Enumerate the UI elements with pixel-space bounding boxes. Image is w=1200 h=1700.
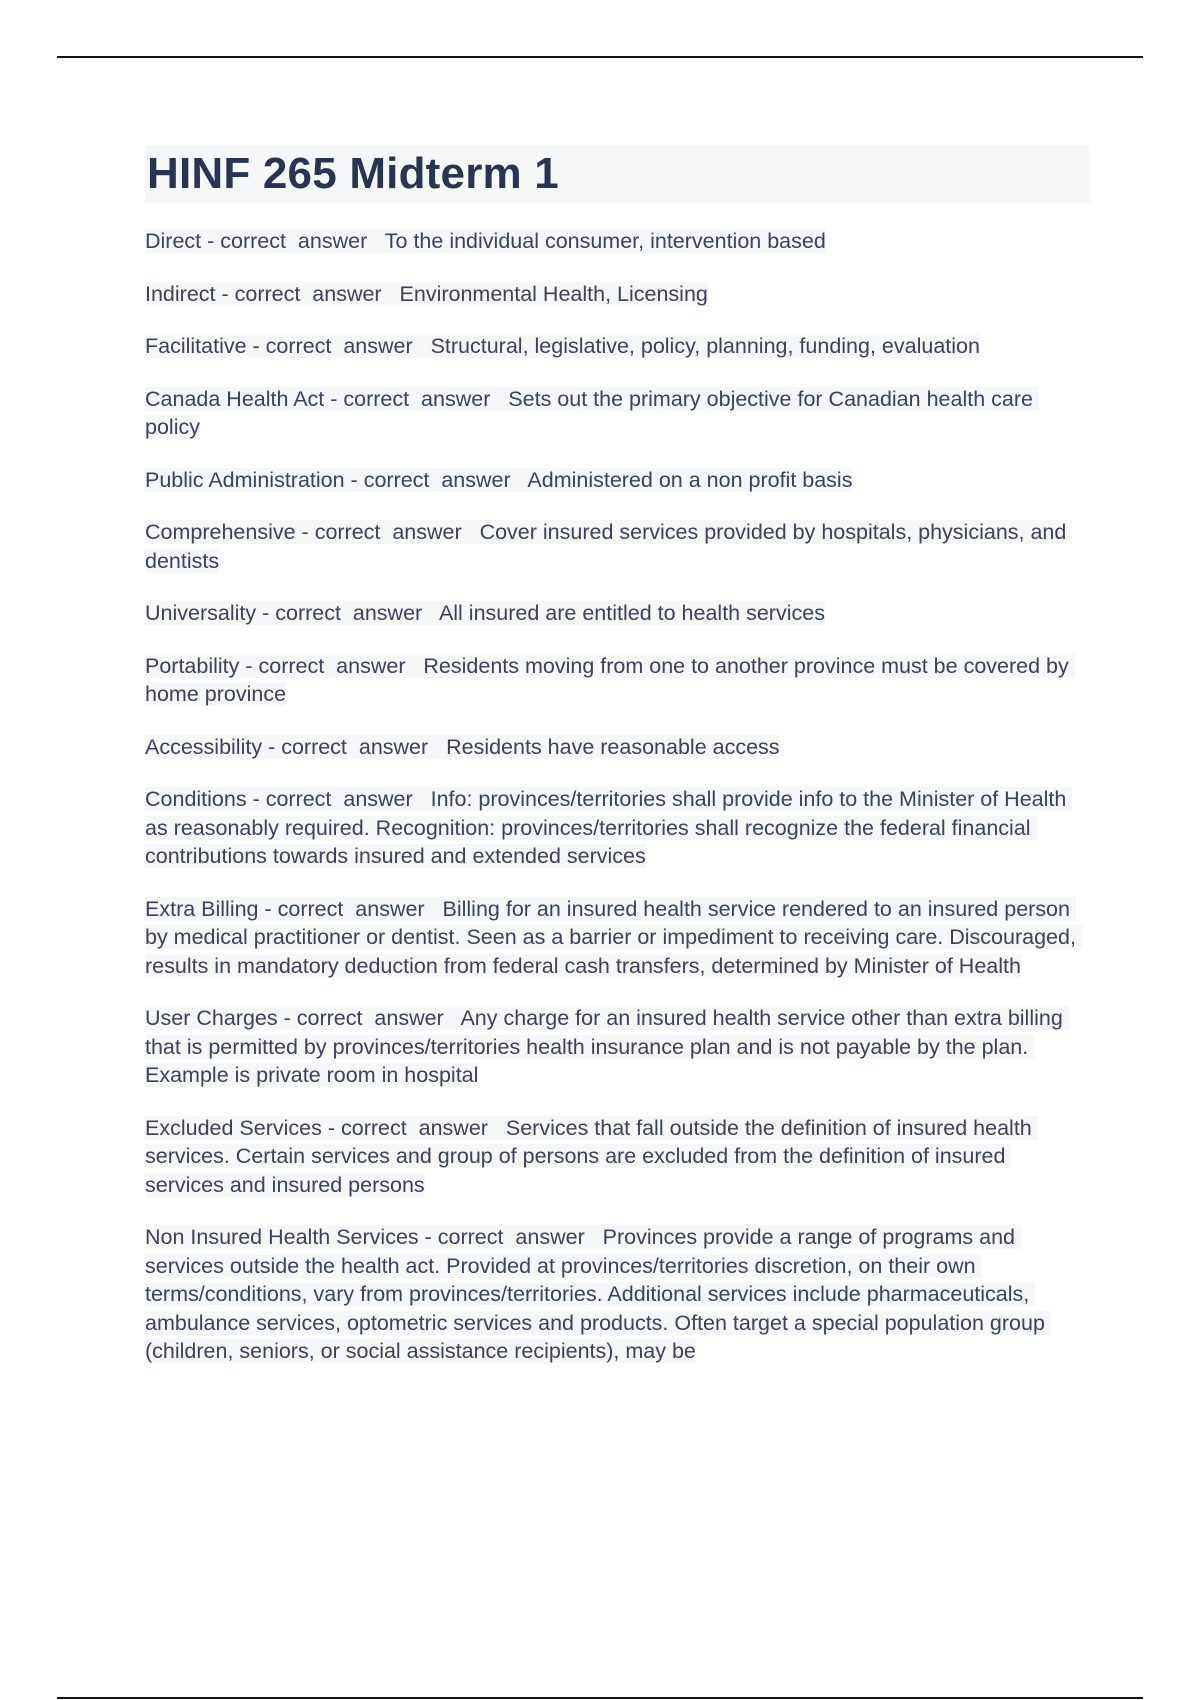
qa-entry [145, 466, 1090, 495]
qa-text: Public Administration - correct answer Administered on a non profit basis [145, 467, 853, 492]
qa-text: Universality - correct answer All insured are entitled to health services [145, 601, 825, 625]
qa-text: Indirect - correct answer Environmental Health, Licensing [145, 281, 708, 306]
title-bar [145, 145, 1090, 203]
qa-entry [145, 895, 1090, 981]
qa-text: Conditions - correct answer Info: provinces/territories shall provide info to the Minister of Health as reasonably required. Recognition: provinces/territories shall recognize the federal financial contributions towards insured and extended services [145, 787, 1073, 868]
document-body [145, 145, 1090, 1390]
qa-text: Excluded Services - correct answer Services that fall outside the definition of insured health services. Certain services and group of persons are excluded from the definition of insured services and insured persons [145, 1115, 1038, 1197]
header-rule [57, 56, 1143, 58]
qa-entry [145, 332, 1090, 361]
qa-text: Accessibility - correct answer Residents have reasonable access [145, 734, 780, 759]
qa-text: Non Insured Health Services - correct answer Provinces provide a range of programs and services outside the health act. Provided at provinces/territories discretion, on their own terms/conditions, vary from provinces/territories. Additional services include pharmaceuticals, ambulance services, optometric services and products. Often target a special population group (children, seniors, or social assistance recipients), may be [145, 1225, 1051, 1363]
qa-entry [145, 599, 1090, 628]
qa-entry [145, 518, 1090, 575]
qa-entry [145, 227, 1090, 256]
qa-text: Facilitative - correct answer Structural, legislative, policy, planning, funding, evaluation [145, 334, 980, 358]
qa-text: Direct - correct answer To the individual consumer, intervention based [145, 229, 826, 253]
qa-text: Comprehensive - correct answer Cover insured services provided by hospitals, physicians, and dentists [145, 520, 1073, 573]
qa-text: Canada Health Act - correct answer Sets out the primary objective for Canadian health care policy [145, 386, 1039, 439]
qa-entry [145, 280, 1090, 309]
qa-entry [145, 1004, 1090, 1090]
qa-text: Portability - correct answer Residents moving from one to another province must be covered by home province [145, 653, 1075, 706]
qa-text: Extra Billing - correct answer Billing for an insured health service rendered to an insured person by medical practitioner or dentist. Seen as a barrier or impediment to receiving care. Discouraged, results in mandatory deduction from federal cash transfers, determined by Minister of Health [145, 896, 1082, 978]
qa-entry [145, 1223, 1090, 1366]
qa-entry [145, 785, 1090, 871]
qa-list [145, 227, 1090, 1366]
qa-entry [145, 1114, 1090, 1200]
qa-entry [145, 733, 1090, 762]
footer-rule [57, 1697, 1143, 1699]
qa-text: User Charges - correct answer Any charge for an insured health service other than extra billing that is permitted by provinces/territories health insurance plan and is not payable by the plan. Example is private room in hospital [145, 1006, 1069, 1087]
qa-entry [145, 652, 1090, 709]
document-title: HINF 265 Midterm 1 [147, 149, 559, 198]
qa-entry [145, 385, 1090, 442]
